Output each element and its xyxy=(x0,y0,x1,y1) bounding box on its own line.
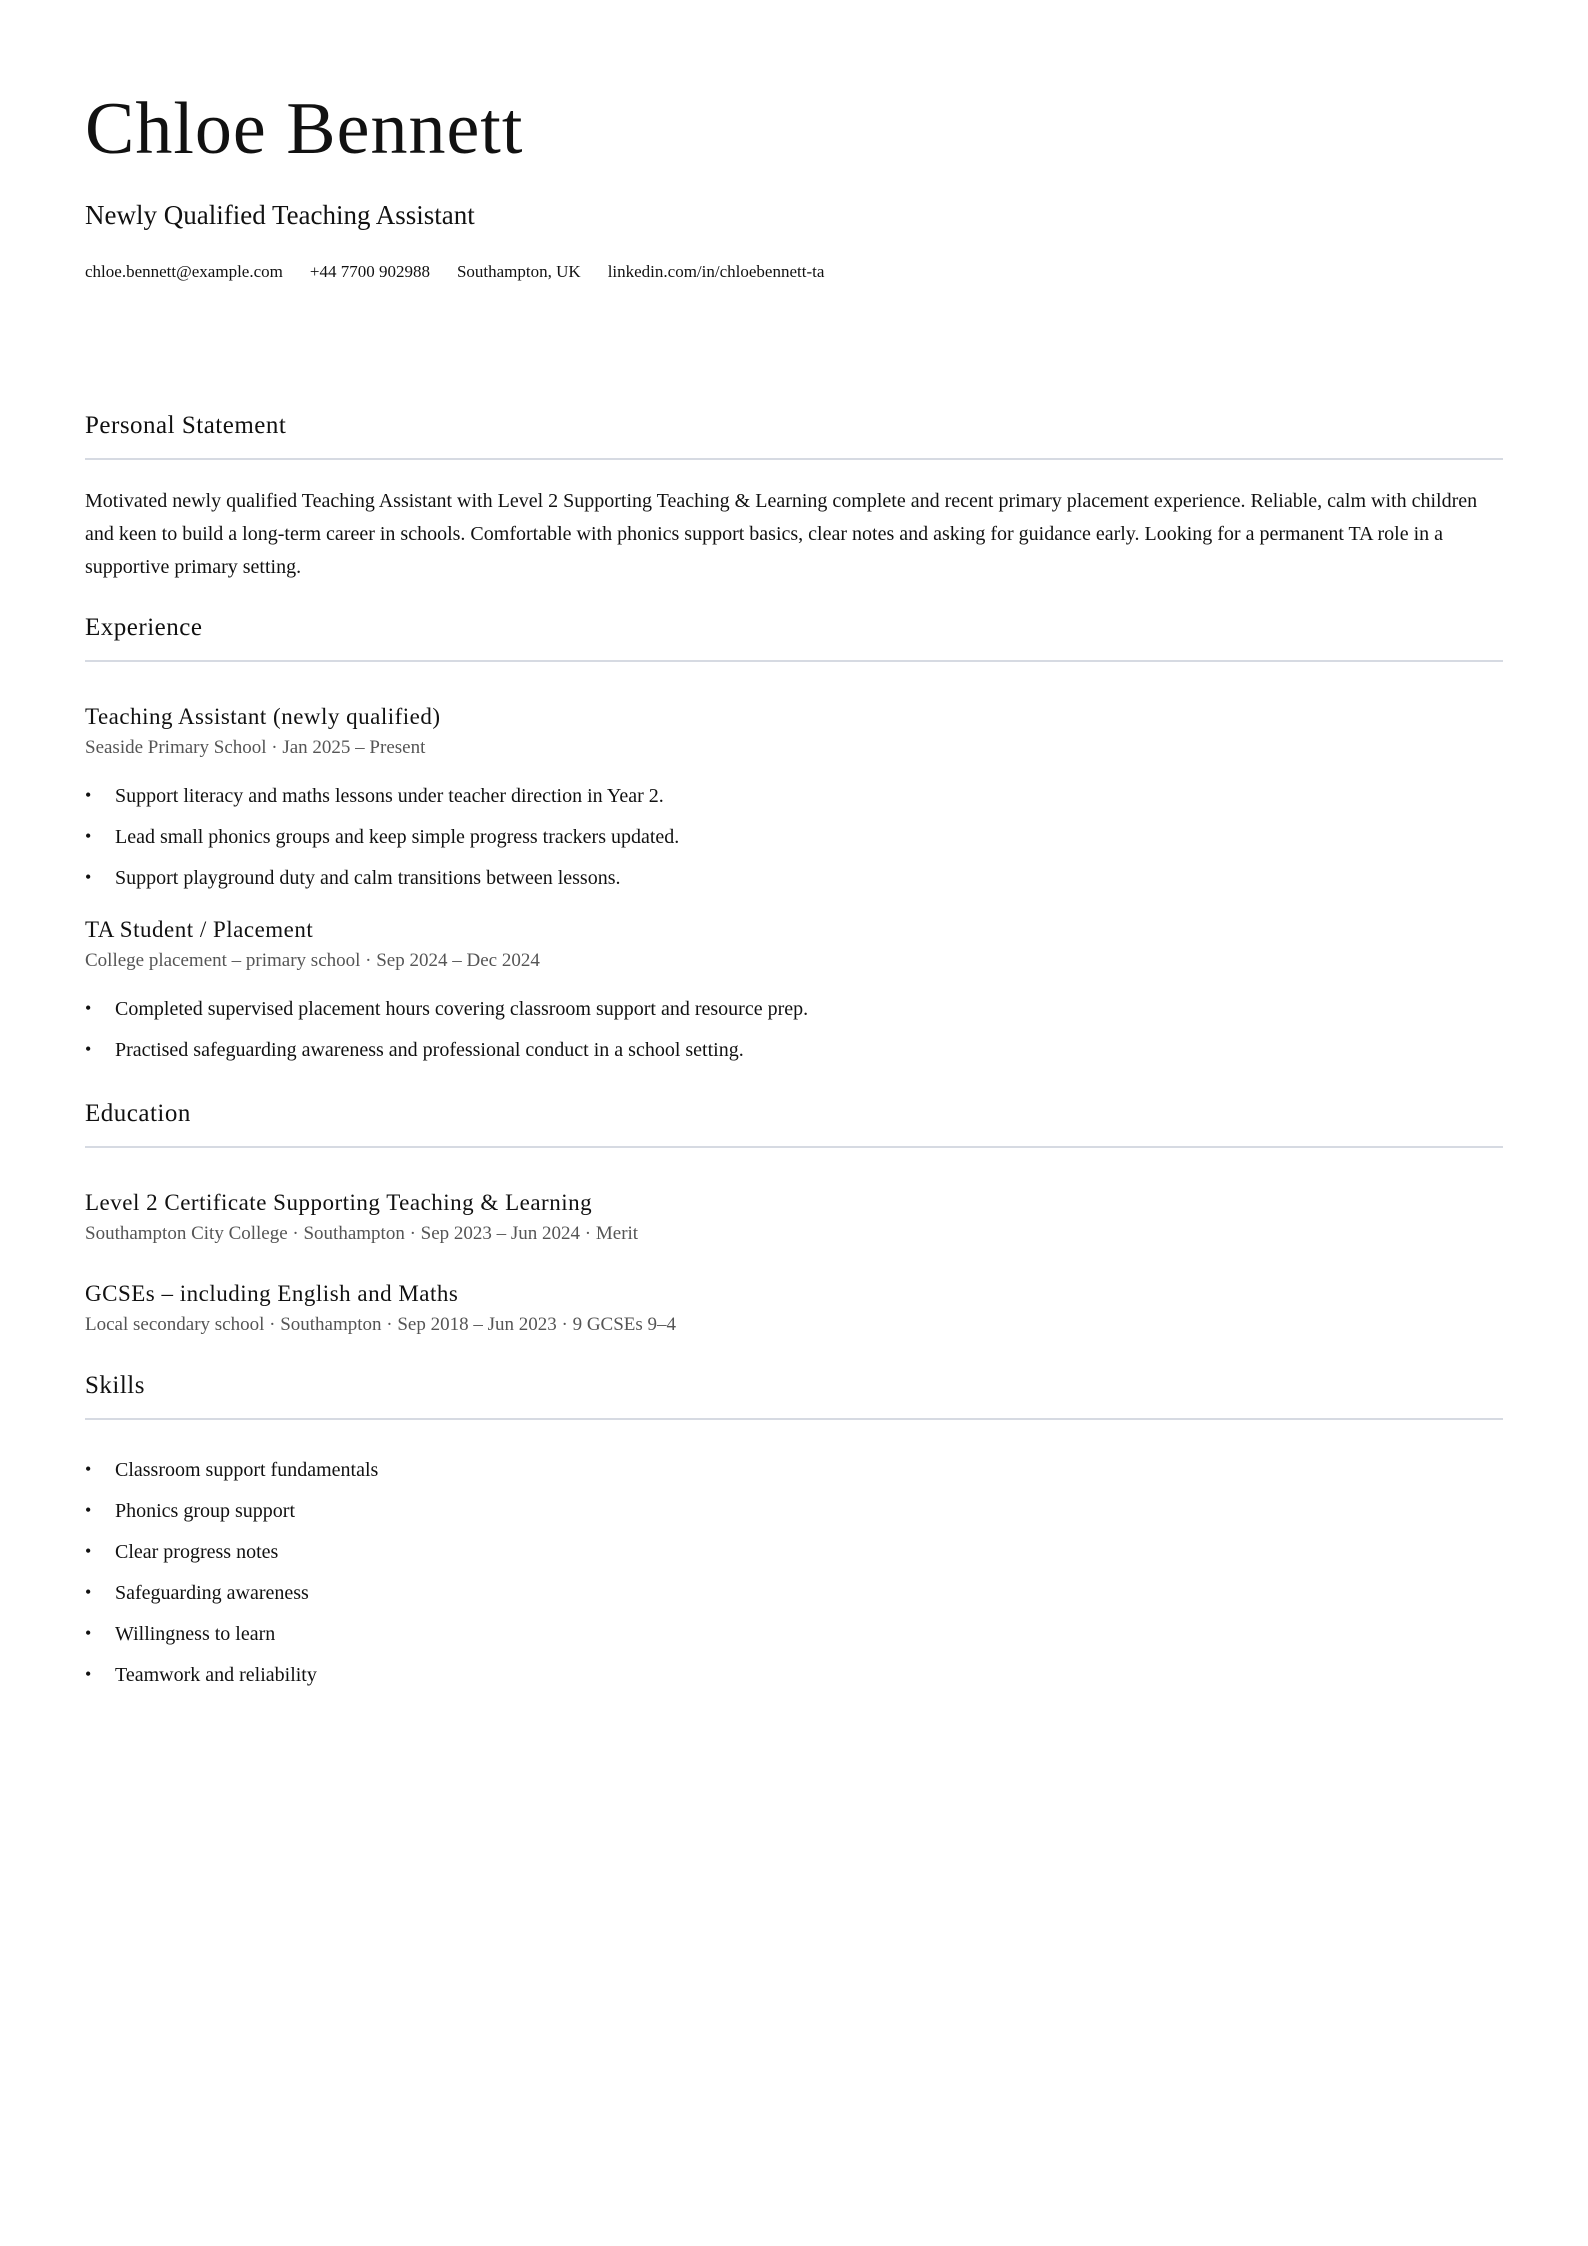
candidate-name: Chloe Bennett xyxy=(85,88,524,170)
section-experience xyxy=(85,615,1503,1081)
section-title: Experience xyxy=(85,614,203,641)
contact-phone[interactable]: +44 7700 902988 xyxy=(309,262,430,281)
list-item: • Phonics group support xyxy=(85,1501,1503,1542)
list-item: • Safeguarding awareness xyxy=(85,1583,1503,1624)
section-education xyxy=(85,1101,1503,1334)
list-item: • Completed supervised placement hours covering classroom support and resource prep. xyxy=(85,999,1503,1040)
job-title: TA Student / Placement xyxy=(85,917,314,942)
job-meta: College placement – primary school · Sep 2024 – Dec 2024 xyxy=(85,950,540,971)
contact-linkedin[interactable]: linkedin.com/in/chloebennett-ta xyxy=(607,262,825,281)
list-item: • Teamwork and reliability xyxy=(85,1665,1503,1706)
job-meta: Seaside Primary School · Jan 2025 – Present xyxy=(85,737,426,758)
job-title: Teaching Assistant (newly qualified) xyxy=(85,704,441,729)
list-item: • Classroom support fundamentals xyxy=(85,1460,1503,1501)
list-item: • Support playground duty and calm transitions between lessons. xyxy=(85,868,1503,909)
list-item: • Willingness to learn xyxy=(85,1624,1503,1665)
section-title: Education xyxy=(85,1100,191,1127)
education-title: GCSEs – including English and Maths xyxy=(85,1281,459,1306)
section-divider xyxy=(85,660,1503,662)
education-entry xyxy=(85,1282,1503,1334)
section-title: Skills xyxy=(85,1372,145,1399)
list-item: • Lead small phonics groups and keep simple progress trackers updated. xyxy=(85,827,1503,868)
education-entry xyxy=(85,1191,1503,1243)
list-item: • Practised safeguarding awareness and professional conduct in a school setting. xyxy=(85,1040,1503,1081)
education-meta: Southampton City College · Southampton · Sep 2023 – Jun 2024 · Merit xyxy=(85,1223,639,1244)
personal-statement-text: Motivated newly qualified Teaching Assistant with Level 2 Supporting Teaching & Learning complete and recent primary placement experience. Reliable, calm with children and keen to build a long-term career in schools. Comfortable with phonics support basics, clear notes and asking for guidance early. Looking for a permanent TA role in a supportive primary setting. xyxy=(85,490,1478,578)
contact-row xyxy=(85,263,1503,280)
job-entry xyxy=(85,918,1503,1081)
section-divider xyxy=(85,1146,1503,1148)
section-skills xyxy=(85,1373,1503,1706)
education-title: Level 2 Certificate Supporting Teaching & Learning xyxy=(85,1190,593,1215)
contact-location: Southampton, UK xyxy=(456,262,581,281)
job-entry xyxy=(85,705,1503,909)
section-personal-statement xyxy=(85,413,1503,584)
skills-list xyxy=(85,1460,1503,1706)
job-bullets xyxy=(85,999,1503,1081)
candidate-headline: Newly Qualified Teaching Assistant xyxy=(85,200,475,230)
education-meta: Local secondary school · Southampton · Sep 2018 – Jun 2023 · 9 GCSEs 9–4 xyxy=(85,1314,677,1335)
job-bullets xyxy=(85,786,1503,909)
section-divider xyxy=(85,1418,1503,1420)
list-item: • Clear progress notes xyxy=(85,1542,1503,1583)
list-item: • Support literacy and maths lessons under teacher direction in Year 2. xyxy=(85,786,1503,827)
section-divider xyxy=(85,458,1503,460)
contact-email[interactable]: chloe.bennett@example.com xyxy=(85,262,283,281)
section-title: Personal Statement xyxy=(85,412,287,439)
